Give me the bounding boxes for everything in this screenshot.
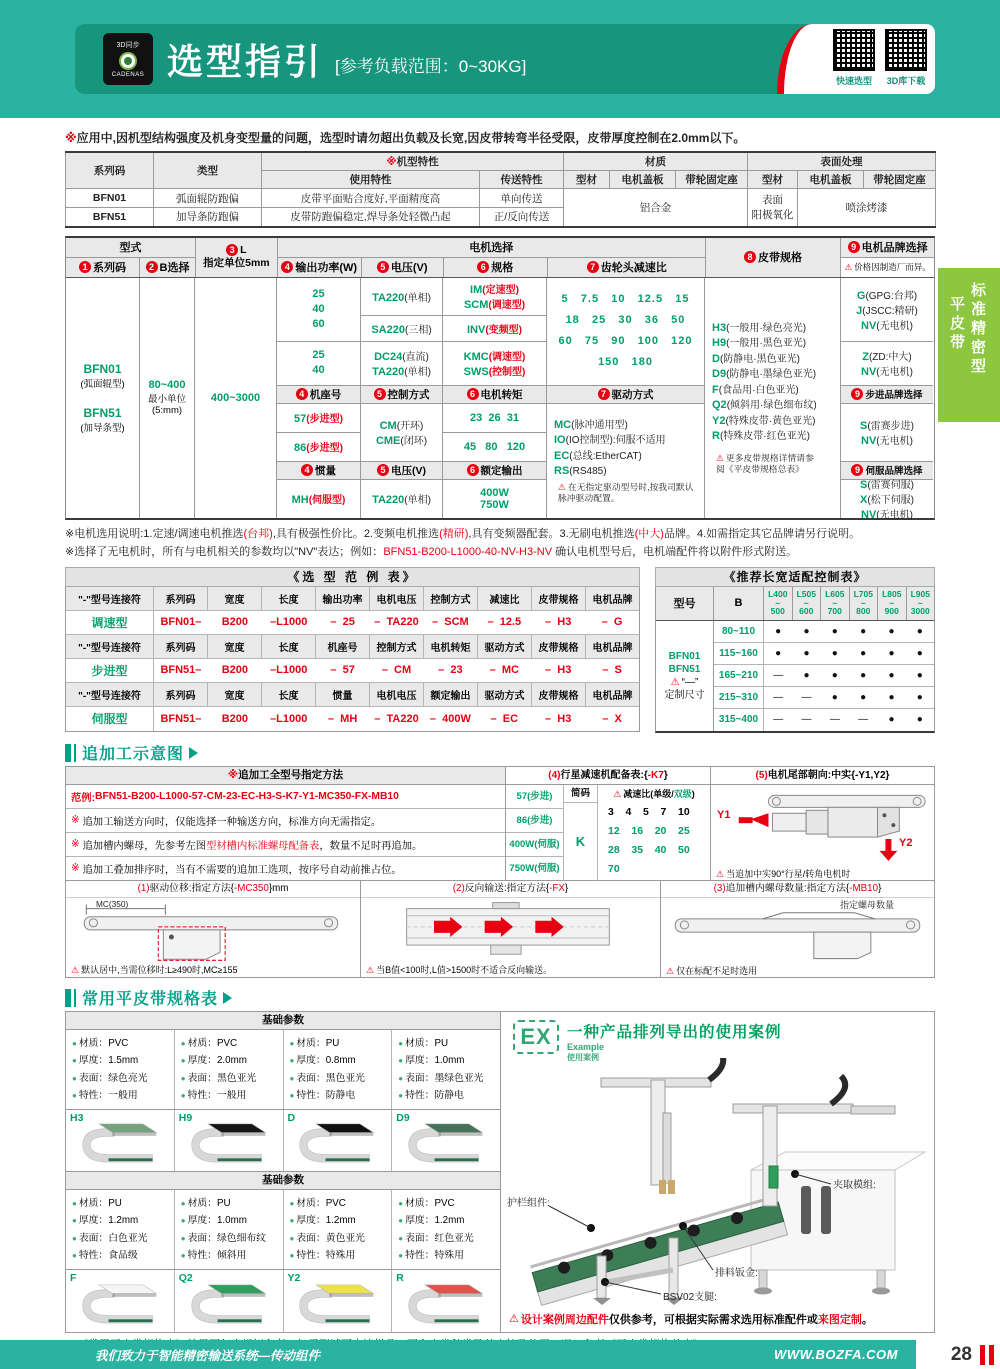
col-series: BFN01 (弧面辊型) BFN51 (加导条型) xyxy=(66,278,140,518)
l-col: L505 ~ 600 xyxy=(793,587,822,620)
cell: 宽度 xyxy=(208,683,262,707)
cell: 皮带规格 xyxy=(532,635,586,659)
table-row: 165~210 — ● ● ● ● ● xyxy=(714,665,934,687)
col-l-range: 400~3000 xyxy=(195,278,277,518)
col-header: ※机型特性 xyxy=(262,152,564,171)
belt-spec-card: ● 材质：PU ● 厚度：1.0mm ● 表面：绿色细布纹 ● 特性：倾斜用 xyxy=(175,1190,284,1269)
cell: — xyxy=(829,714,840,726)
cell: 驱动方式 xyxy=(478,683,532,707)
cell: 电机电压 xyxy=(370,587,424,611)
content xyxy=(65,118,935,1352)
cell: 40 xyxy=(312,364,325,376)
voltage: SA220(三相) xyxy=(361,316,442,342)
y2-label: Y2 xyxy=(899,836,913,849)
brand-list: S(雷赛步进) NV(无电机) xyxy=(841,404,933,462)
slot-nut-panel: (3)追加槽内螺母数量:指定方法{-MB10} 指定螺母数量 ⚠ 仅在标配不足时选用 xyxy=(661,881,934,977)
qr-label-3d-download: 3D库下载 xyxy=(886,76,926,86)
qr-code-3d-download[interactable] xyxy=(885,29,927,71)
cell: 电机品牌 xyxy=(586,683,639,707)
cell: 57(步进) xyxy=(506,785,563,809)
logo-top-text: 3D同步 xyxy=(116,42,140,49)
ex-subtitle-cn: 使用案例 xyxy=(567,1052,599,1062)
addwork-section-title: 追加工示意图 xyxy=(65,742,935,764)
spec-row: ※ 追加槽内螺母，先参考左图 型材槽内标准螺母配备表 ，数量不足时再追加。 xyxy=(66,833,505,857)
cell: ● xyxy=(803,647,810,659)
belt-image: D xyxy=(284,1110,393,1171)
header-row xyxy=(66,587,639,611)
dimension-label: MC(350) xyxy=(96,898,129,909)
cadenas-3d-logo-icon xyxy=(103,33,153,85)
col-header: 使用特性 xyxy=(262,171,480,189)
subheader-control: 5 控制方式 xyxy=(361,386,442,404)
cell: ● xyxy=(775,625,782,637)
power-list xyxy=(277,342,360,386)
cell: 驱动方式 xyxy=(478,635,532,659)
use-feature: 皮带平面贴合度好,平面精度高 xyxy=(262,189,480,208)
addwork-box xyxy=(65,766,935,978)
table-row: 215~310 — — ● ● ● ● xyxy=(714,687,934,709)
cell: ● xyxy=(888,625,895,637)
cell: "-"型号连接符 xyxy=(66,683,154,707)
warning-icon: ⚠ xyxy=(509,1313,519,1325)
reverse-transfer-panel: (2)反向输送:指定方法{-FX} ⚠ 当B值<100时,L值>1500时不适合反向输送。 xyxy=(361,881,661,977)
cell: 40 xyxy=(312,302,325,315)
header-brand: 9 电机品牌选择 ⚠ 价格因制造厂而异。 xyxy=(841,238,934,277)
cell: — xyxy=(773,714,784,726)
material-cell: 铝合金 xyxy=(564,189,748,227)
header-model: 型式 xyxy=(66,238,195,258)
tab-line2: 平皮带 xyxy=(948,296,965,353)
voltage: TA220(单相) xyxy=(361,278,442,316)
belt-spec-card: ● 材质：PVC ● 厚度：1.5mm ● 表面：绿色亮光 ● 特性：一般用 xyxy=(66,1030,175,1109)
application-note xyxy=(65,129,935,146)
spec-row: ※ 追加工输送方向时，仅能选择一种输送方向，标准方向无需指定。 xyxy=(66,809,505,833)
torque-values: 45 80 120 xyxy=(443,433,546,462)
cell: 25 xyxy=(312,287,325,300)
belt-image: Q2 xyxy=(175,1270,284,1332)
table-row: 315~400 — — — — ● ● xyxy=(714,709,934,730)
series-type: 加导条防跑偏 xyxy=(154,208,262,227)
cell: ● xyxy=(860,625,867,637)
table-row: 80~110 ● ● ● ● ● ● xyxy=(714,621,934,643)
cell: ● xyxy=(916,625,923,637)
cell: 86(步进) xyxy=(506,809,563,833)
warning-icon: ⚠ xyxy=(666,965,675,976)
brand-list: Z(ZD:中大) NV(无电机) xyxy=(841,342,933,386)
torque-values: 23 26 31 xyxy=(443,404,546,433)
gear-ratios xyxy=(547,278,704,386)
side-category-tab xyxy=(938,268,1000,422)
col-header: 传送特性 xyxy=(480,171,564,189)
header-length: 3 L 指定单位5mm xyxy=(196,238,278,277)
cell: ● xyxy=(916,692,923,704)
cell: 惯量 xyxy=(316,683,370,707)
cell: ● xyxy=(888,692,895,704)
l-col: L805 ~ 900 xyxy=(878,587,907,620)
series-code: BFN01 xyxy=(66,189,154,208)
cell: ● xyxy=(831,647,838,659)
recommend-header: 型号 B L400 ~ 500 L505 ~ 600 L605 ~ 700 L705 ~ 800 L805 ~ 900 L905 ~ 3000 xyxy=(656,587,934,621)
belt-spec-card: ● 材质：PVC ● 厚度：2.0mm ● 表面：黑色亚光 ● 特性：一般用 xyxy=(175,1030,284,1109)
warning-icon: ⚠ xyxy=(670,676,680,688)
y1-label: Y1 xyxy=(717,808,731,821)
ratio-col: ⚠ 减速比(单级/双级) 3 4 5 7 10 12 16 20 25 28 35 40 50 70 xyxy=(598,785,710,881)
cell: ● xyxy=(860,692,867,704)
model-example-table xyxy=(65,567,640,733)
col-power xyxy=(277,278,361,518)
ex-title: 一种产品排列导出的使用案例 xyxy=(567,1023,782,1041)
use-feature: 皮带防跑偏稳定,焊导条处轻微凸起 xyxy=(262,208,480,227)
cell: ● xyxy=(888,714,895,726)
cell: ● xyxy=(803,625,810,637)
page-subtitle: [参考负载范围：0~30KG] xyxy=(335,56,527,76)
l-col: L605 ~ 700 xyxy=(821,587,850,620)
logo-circle-icon xyxy=(119,52,137,70)
cell: — xyxy=(801,692,812,704)
col-voltage xyxy=(361,278,443,518)
recommend-table-title: 《推荐长宽适配控制表》 xyxy=(655,567,935,587)
ex-logo: EX xyxy=(513,1020,559,1054)
paint-cell: 喷涂烤漆 xyxy=(798,189,936,227)
warning-icon: ⚠ xyxy=(844,261,853,272)
model-cell: BFN01 BFN51 ⚠ “—” 定制尺寸 xyxy=(656,621,714,731)
subheader-inertia: 4 惯量 xyxy=(277,462,360,480)
cell: ● xyxy=(888,670,895,681)
label-chute: 排料钣金: xyxy=(715,1267,758,1279)
table-row: 115~160 ● ● ● ● ● ● xyxy=(714,643,934,665)
arrow-icon xyxy=(189,747,198,759)
code-col: 简码 K xyxy=(564,785,598,881)
belt-image: F xyxy=(66,1270,175,1332)
note-line: ※电机选用说明:1.定速/调速电机推选(台邦),具有极强性价比。2.变频电机推选(精研),具有变频器配套。3.无刷电机推选(中大)品牌。4.如需指定其它品牌请另行说明。 xyxy=(65,527,861,540)
footer-slogan: 我们致力于智能精密输送系统—传动组件 xyxy=(95,1348,321,1363)
col-b-range: 80~400 最小单位 (5:mm) xyxy=(140,278,195,518)
example-model-row: 范例: BFN51-B200-L1000-57-CM-23-EC-H3-S-K7-Y1-MC350-FX-MB10 xyxy=(66,785,505,809)
series-type: 弧面辊防跑偏 xyxy=(154,189,262,208)
belt-image: H9 xyxy=(175,1110,284,1171)
header-belt-spec: 8 皮带规格 xyxy=(706,238,842,277)
cell: ● xyxy=(831,692,838,704)
belt-section-title: 常用平皮带规格表 xyxy=(65,987,935,1009)
motor-spec: KMC(调速型) SWS(控制型) xyxy=(443,342,546,386)
warning-icon: ⚠ xyxy=(71,965,80,976)
page-number: 28 xyxy=(950,1343,972,1365)
belt-image: H3 xyxy=(66,1110,175,1171)
motor-tail-panel: (5)电机尾部朝向:中实{-Y1,Y2} Y1 Y2 ⚠ 当追加中实90°行星/转角电机时 xyxy=(711,767,934,880)
title-banner xyxy=(75,24,935,94)
machine-illustration xyxy=(501,1058,934,1308)
cell: 皮带规格 xyxy=(532,683,586,707)
logo-bottom-text: CADENAS xyxy=(111,72,145,78)
warning-icon: ⚠ xyxy=(716,868,725,879)
series-table xyxy=(65,151,936,228)
cell: 12 16 20 25 xyxy=(608,824,690,837)
planetary-gear-table: (4)行星减速机配备表:{-K7} 57(步进) 86(步进) 400W(伺服) 750W(伺服) 简码 K ⚠ 减速比(单级/双级) 3 4 5 7 10 12 16 20 25 28 35 40 50 70 xyxy=(506,767,711,880)
brand-list: S(雷赛伺服) X(松下伺服) NV(无电机) xyxy=(859,479,914,521)
col-header: 带轮固定座 xyxy=(676,171,748,189)
cell: 25 xyxy=(312,349,325,361)
warning-icon: ⚠ xyxy=(558,481,566,492)
top-band xyxy=(0,0,1000,118)
cell: ● xyxy=(831,625,838,637)
selection-table xyxy=(65,236,935,520)
cell: 系列码 xyxy=(154,683,208,707)
selection-table-body xyxy=(66,278,934,521)
ex-subtitle-en: Example xyxy=(567,1041,605,1052)
qr-code-quick-selection[interactable] xyxy=(833,29,875,71)
note-line: ※选择了无电机时，所有与电机相关的参数均以"NV"表达；例如：BFN51-B200-L1000-40-NV-H3-NV 确认电机型号后，电机端配件将以附件形式附送。 xyxy=(65,545,798,558)
header-b: 2 B选择 xyxy=(140,258,195,277)
cell: 60 75 90 100 120 xyxy=(558,335,693,347)
nut-count-label: 指定螺母数量 xyxy=(839,899,894,910)
label-gripper: 夹取模组: xyxy=(833,1179,876,1191)
cell: 减速比 xyxy=(478,587,532,611)
transfer-feature: 正/反向传送 xyxy=(480,208,564,227)
col-header: 带轮固定座 xyxy=(864,171,936,189)
l-col: L905 ~ 3000 xyxy=(910,589,930,617)
note-mark: ※ xyxy=(65,131,77,145)
control-mode: CM(开环) CME(闭环) xyxy=(361,404,442,462)
belt-block-2: 基础参数 ● 材质：PU ● 厚度：1.2mm ● 表面：白色亚光 ● 特性：食品级 ● 材质：PU ● 厚度：1.0mm ● 表面：绿色细布纹 ● 特性：倾斜用 ● 材质：PVC ● 厚度：1.2mm ● 表面：黄色亚光 ● 特性：特殊用 ● 材质：PVC ● 厚度：1.2mm ● 表面：红色亚光 ● 特性：特殊用 F Q2 Y2 R xyxy=(66,1172,500,1332)
cell: "-"型号连接符 xyxy=(66,635,154,659)
cell: 电机转矩 xyxy=(424,635,478,659)
belt-image: Y2 xyxy=(284,1270,393,1332)
drive-offset-panel: (1)驱动位移:指定方法{-MC350}mm MC(350) ⚠ 默认居中,当需位移时:L≥490时,MC≥155 xyxy=(66,881,361,977)
cell: 400W(伺服) xyxy=(506,833,563,857)
addwork-spec-table: ※追加工全型号指定方法 范例: BFN51-B200-L1000-57-CM-23-EC-H3-S-K7-Y1-MC350-FX-MB10 ※ 追加工输送方向时，仅能选择一种输送方向，标准方向无需指定。 ※ 追加槽内螺母，先参考左图 型材槽内标准螺母配备表 ，数量不足时再追加。 ※ 追加工叠加排序时，当有不需要的追加工选项，按序号自动前推占位。 xyxy=(66,767,506,880)
series-code: BFN51 xyxy=(66,208,154,227)
l-col: L400 ~ 500 xyxy=(764,587,793,620)
cell: — xyxy=(773,692,784,704)
cell: ● xyxy=(916,647,923,659)
subheader-voltage: 5 电压(V) xyxy=(361,462,442,480)
belt-block-1: 基础参数 ● 材质：PVC ● 厚度：1.5mm ● 表面：绿色亮光 ● 特性：一般用 ● 材质：PVC ● 厚度：2.0mm ● 表面：黑色亚光 ● 特性：一般用 ● 材质：PU ● 厚度：0.8mm ● 表面：黑色亚光 ● 特性：防静电 ● 材质：PU ● 厚度：1.0mm ● 表面：墨绿色亚光 ● 特性：防静电 H3 H9 D D9 xyxy=(66,1012,500,1172)
motor-selection-notes xyxy=(65,525,935,561)
header-spec: 6 规格 xyxy=(444,258,548,277)
warning-icon: ⚠ xyxy=(613,788,622,799)
qr-panel xyxy=(777,24,935,94)
spec-row: ※ 追加工叠加排序时，当有不需要的追加工选项，按序号自动前推占位。 xyxy=(71,863,402,876)
cell: ● xyxy=(803,670,810,681)
cell: 机座号 xyxy=(316,635,370,659)
cell: ● xyxy=(888,647,895,659)
tab-line1: 标准精密型 xyxy=(969,282,986,377)
servo-voltage: TA220(单相) xyxy=(372,494,431,506)
recommend-body xyxy=(656,621,934,731)
motor-spec: INV(变频型) xyxy=(443,316,546,342)
qr-label-quick-selection: 快速选型 xyxy=(835,76,872,86)
cell: ● xyxy=(860,647,867,659)
recommend-size-table xyxy=(655,567,935,733)
cell: ● xyxy=(775,647,782,659)
footer-url: WWW.BOZFA.COM xyxy=(774,1347,898,1362)
drive-modes: MC(脉冲通用型) IO(IO控制型):伺服不适用 EC(总线:EtherCAT) RS(RS485) ⚠ 在无指定驱动型号时,按我司默认脉冲驱动配置。 xyxy=(554,418,694,503)
col-header: 型材 xyxy=(564,171,610,189)
belt-spec-card: ● 材质：PVC ● 厚度：1.2mm ● 表面：红色亚光 ● 特性：特殊用 xyxy=(398,1197,474,1261)
col-header: 电机盖板 xyxy=(798,171,864,189)
cell: 电机电压 xyxy=(370,683,424,707)
servo-inertia: MH(伺服型) xyxy=(291,494,346,506)
belt-image: R xyxy=(392,1270,500,1332)
motor-tail-diagram xyxy=(711,785,934,867)
cell: 28 35 40 50 xyxy=(608,843,690,856)
step-frame: 86(步进型) xyxy=(277,433,360,462)
red-bar-decoration xyxy=(989,1345,994,1365)
cell: ● xyxy=(831,670,838,681)
data-row: 调速型 BFN01– B200 –L1000 – 25 – TA220 – SCM – 12.5 – H3 – G xyxy=(66,611,639,635)
cell: "-"型号连接符 xyxy=(66,587,154,611)
cell: 系列码 xyxy=(154,587,208,611)
power-list xyxy=(277,278,360,342)
header-row xyxy=(66,635,639,659)
cell: 控制方式 xyxy=(370,635,424,659)
step-frame: 57(步进型) xyxy=(277,404,360,433)
subheader-servo-brand: 9 伺服品牌选择 xyxy=(841,462,933,480)
example-table-title: 《选 型 范 例 表》 xyxy=(65,567,640,587)
page-footer xyxy=(0,1340,1000,1369)
belt-spec-tables xyxy=(65,1011,500,1333)
warning-icon: ⚠ xyxy=(366,965,375,976)
header-gear-ratio: 7 齿轮头减速比 xyxy=(548,258,706,277)
col-header: 型材 xyxy=(748,171,798,189)
col-brand xyxy=(841,278,933,521)
ex-note: ⚠ 设计案例周边配件 仅供参考，可根据实际需求选用标准配件或 来图定制 。 xyxy=(509,1313,873,1326)
belt-spec-card: ● 材质：PU ● 厚度：1.2mm ● 表面：白色亚光 ● 特性：食品级 xyxy=(66,1190,175,1269)
cell: 750W(伺服) xyxy=(509,862,560,874)
subheader-output: 6 额定输出 xyxy=(443,462,546,480)
cell: — xyxy=(801,714,812,726)
data-row: 伺服型 BFN51– B200 –L1000 – MH – TA220 – 400W – EC – H3 – X xyxy=(66,707,639,731)
cell: ● xyxy=(916,714,923,726)
subheader-step-brand: 9 步进品牌选择 xyxy=(841,386,933,404)
cell: 60 xyxy=(312,317,325,330)
cell: 输出功率 xyxy=(316,587,370,611)
col-ratio-drive xyxy=(547,278,705,518)
cell: 长度 xyxy=(262,683,316,707)
cell: 150 180 xyxy=(598,356,653,368)
label-leg: BSV02支腿: xyxy=(663,1291,717,1303)
rated-output: 400W 750W xyxy=(480,486,509,511)
label-rail: 护栏组件: xyxy=(507,1197,550,1209)
cell: — xyxy=(773,670,784,681)
motor-spec: IM(定速型) SCM(调速型) xyxy=(443,278,546,316)
belt-image: D9 xyxy=(392,1110,500,1171)
voltage: DC24(直流) TA220(单相) xyxy=(361,342,442,386)
col-spec xyxy=(443,278,547,518)
col-header: 系列码 xyxy=(66,152,154,189)
cell: ● xyxy=(860,670,867,681)
cell: 长度 xyxy=(262,635,316,659)
warning-icon: ⚠ xyxy=(716,452,724,463)
cell: 18 25 30 36 50 xyxy=(565,314,686,326)
size-list xyxy=(506,785,564,881)
cell: 宽度 xyxy=(208,635,262,659)
usage-example-panel xyxy=(500,1011,935,1333)
cell: 系列码 xyxy=(154,635,208,659)
arrow-icon xyxy=(223,992,232,1004)
selection-table-header xyxy=(66,238,934,278)
surface-cell: 表面 阳极氧化 xyxy=(748,189,798,227)
col-header: 材质 xyxy=(564,152,748,171)
header-row xyxy=(66,683,639,707)
cell: 长度 xyxy=(262,587,316,611)
cell: 70 xyxy=(608,862,620,875)
header-motor: 电机选择 xyxy=(278,238,705,258)
page-title: 选型指引 xyxy=(167,40,324,82)
col-belt-spec: H3(一般用·绿色亮光) H9(一般用·黑色亚光) D(防静电·黑色亚光) D9(防静电·墨绿色亚光) F(食品用·白色亚光) Q2(倾斜用·绿色细布纹) Y2(特殊皮带·黄色亚光) R(特殊皮带·红色亚光) ⚠ 更多皮带规格详情请参 阅《平皮带规格总表》 xyxy=(705,278,841,518)
cell: — xyxy=(858,714,869,726)
belt-spec-card: ● 材质：PU ● 厚度：1.0mm ● 表面：墨绿色亚光 ● 特性：防静电 xyxy=(398,1037,484,1101)
cell: 额定输出 xyxy=(424,683,478,707)
header-series: 1 系列码 xyxy=(66,258,140,277)
red-bar-decoration xyxy=(980,1345,985,1365)
table-row xyxy=(66,189,936,208)
col-header: 电机盖板 xyxy=(610,171,676,189)
transfer-feature: 单向传送 xyxy=(480,189,564,208)
cell: 电机品牌 xyxy=(586,635,639,659)
col-header: 类型 xyxy=(154,152,262,189)
subheader-frame: 4 机座号 xyxy=(277,386,360,404)
cell: 控制方式 xyxy=(424,587,478,611)
cell: 宽度 xyxy=(208,587,262,611)
belt-spec-card: ● 材质：PU ● 厚度：0.8mm ● 表面：黑色亚光 ● 特性：防静电 xyxy=(284,1030,393,1109)
cell: 电机品牌 xyxy=(586,587,639,611)
cell: ● xyxy=(916,670,923,681)
subheader-torque: 6 电机转矩 xyxy=(443,386,546,404)
data-row: 步进型 BFN51– B200 –L1000 – 57 – CM – 23 – MC – H3 – S xyxy=(66,659,639,683)
cell: 皮带规格 xyxy=(532,587,586,611)
header-voltage: 5 电压(V) xyxy=(362,258,444,277)
subheader-drive: 7 驱动方式 xyxy=(547,386,704,404)
belt-spec-card: ● 材质：PVC ● 厚度：1.2mm ● 表面：黄色亚光 ● 特性：特殊用 xyxy=(284,1190,393,1269)
l-col: L705 ~ 800 xyxy=(850,587,879,620)
col-header: 表面处理 xyxy=(748,152,936,171)
header-power: 4 输出功率(W) xyxy=(278,258,362,277)
brand-list: G(GPG:台邦) J(JSCC:精研) NV(无电机) xyxy=(841,278,933,342)
cell: 5 7.5 10 12.5 15 xyxy=(561,293,690,305)
note-text: 应用中,因机型结构强度及机身变型量的问题，选型时请勿超出负载及长宽,因皮带转弯半径受限，皮带厚度控制在2.0mm以下。 xyxy=(76,131,746,145)
